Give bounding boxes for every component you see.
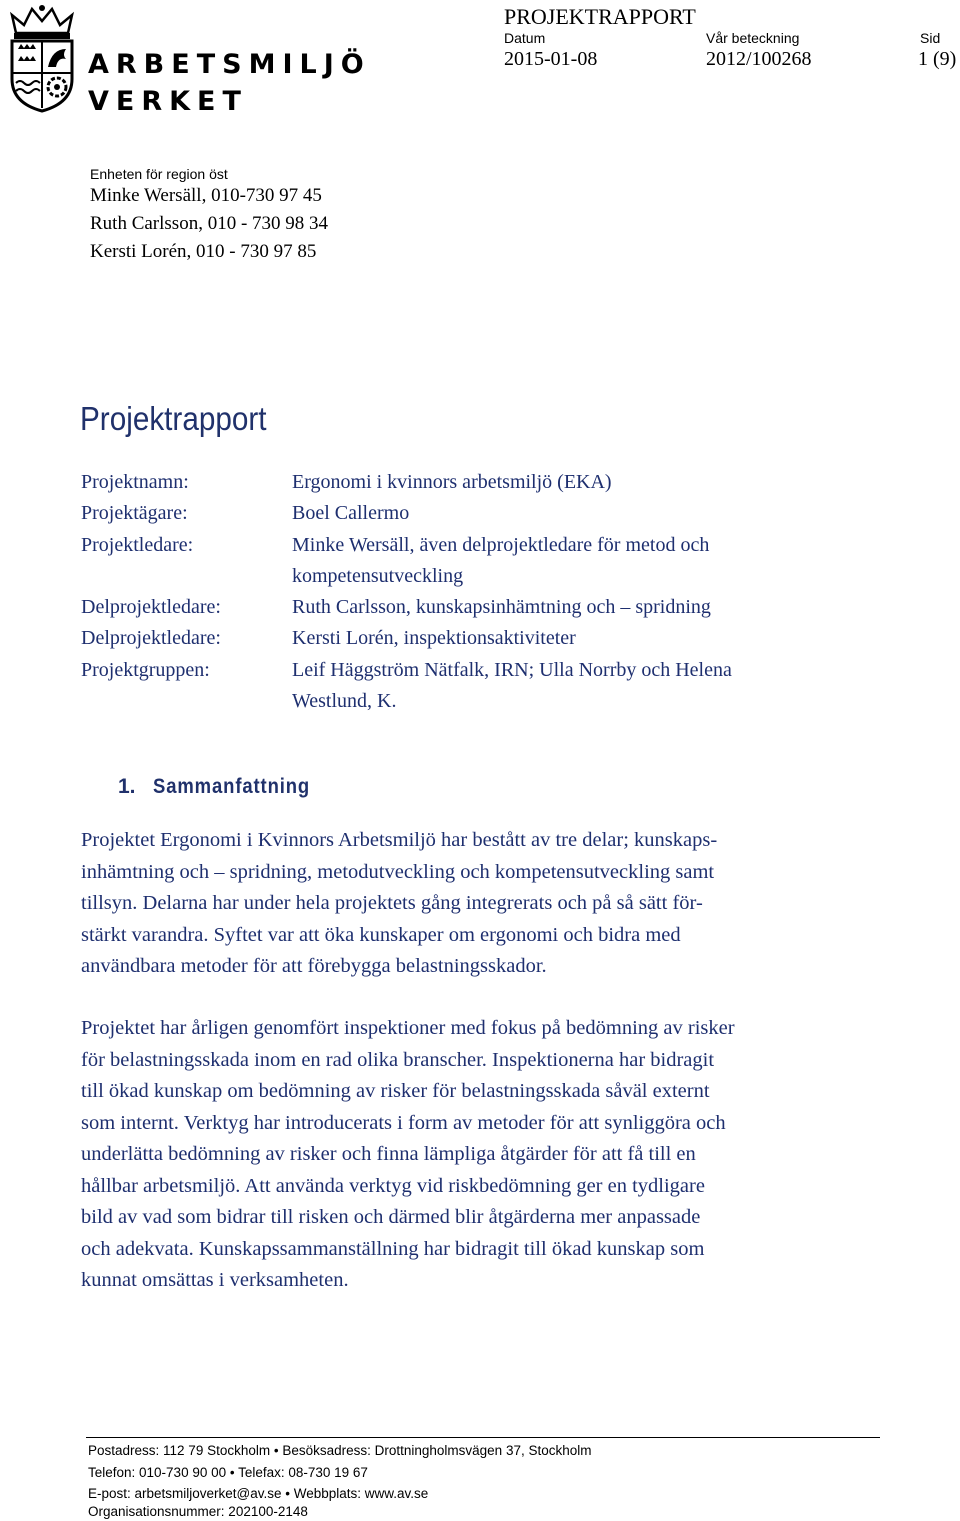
footer-org-number: Organisationsnummer: 202100-2148 — [88, 1504, 308, 1519]
info-value-project-group-cont: Westlund, K. — [292, 690, 397, 712]
paragraph-line: för belastningsskada inom en rad olika branscher. Inspektionerna har bidragit — [81, 1048, 715, 1071]
reference-value: 2012/100268 — [706, 48, 812, 70]
info-value-project-name: Ergonomi i kvinnors arbetsmiljö (EKA) — [292, 471, 612, 493]
summary-paragraph-2 — [81, 1013, 941, 1297]
paragraph-line: inhämtning och – spridning, metodutveckling och kompetensutveckling samt — [81, 860, 715, 883]
footer-phone: Telefon: 010-730 90 00 • Telefax: 08-730 19 67 — [88, 1465, 368, 1480]
paragraph-line: som internt. Verktyg har introducerats i form av metoder för att synliggöra och — [81, 1111, 726, 1134]
section-title: Sammanfattning — [153, 775, 311, 798]
paragraph-line: hållbar arbetsmiljö. Att använda verktyg vid riskbedömning ger en tydligare — [81, 1174, 705, 1197]
info-value-project-manager: Minke Wersäll, även delprojektledare för metod och — [292, 534, 710, 556]
info-label-subproject-manager: Delprojektledare: — [81, 627, 221, 649]
contact-line: Minke Wersäll, 010-730 97 45 — [90, 185, 322, 206]
info-label-subproject-manager: Delprojektledare: — [81, 596, 221, 618]
footer-address: Postadress: 112 79 Stockholm • Besöksadress: Drottningholmsvägen 37, Stockholm — [88, 1443, 592, 1458]
info-label-project-manager: Projektledare: — [81, 534, 194, 556]
coat-of-arms-icon — [2, 3, 82, 115]
footer-divider — [86, 1437, 880, 1438]
paragraph-line: kunnat omsättas i verksamheten. — [81, 1269, 349, 1291]
reference-label: Vår beteckning — [706, 30, 800, 46]
paragraph-line: bild av vad som bidrar till risken och därmed blir åtgärderna mer anpassade — [81, 1206, 701, 1228]
paragraph-line: underlätta bedömning av risker och finna lämpliga åtgärder för att få till en — [81, 1143, 696, 1165]
contact-line: Kersti Lorén, 010 - 730 97 85 — [90, 241, 317, 262]
paragraph-line: till ökad kunskap om bedömning av risker för belastningsskada såväl externt — [81, 1080, 710, 1102]
date-label: Datum — [504, 30, 546, 46]
info-value-subproject-manager: Kersti Lorén, inspektionsaktiviteter — [292, 627, 576, 649]
info-value-project-owner: Boel Callermo — [292, 502, 410, 524]
contact-line: Ruth Carlsson, 010 - 730 98 34 — [90, 213, 329, 234]
paragraph-line: stärkt varandra. Syftet var att öka kunskaper om ergonomi och bidra med — [81, 923, 681, 946]
info-label-project-group: Projektgruppen: — [81, 659, 210, 681]
info-label-project-name: Projektnamn: — [81, 471, 189, 493]
logo-text-line2: VERKET — [88, 86, 248, 117]
logo-text-line1: ARBETSMILJÖ — [88, 49, 371, 80]
section-number: 1. — [118, 775, 136, 798]
info-label-project-owner: Projektägare: — [81, 502, 188, 524]
paragraph-line: användbara metoder för att förebygga belastningsskador. — [81, 955, 547, 977]
paragraph-line: Projektet har årligen genomfört inspektioner med fokus på bedömning av risker — [81, 1017, 735, 1039]
footer-email: E-post: arbetsmiljoverket@av.se • Webbplats: www.av.se — [88, 1486, 429, 1501]
info-value-subproject-manager: Ruth Carlsson, kunskapsinhämtning och – spridning — [292, 596, 711, 618]
date-value: 2015-01-08 — [504, 48, 598, 70]
page-label: Sid — [920, 30, 941, 46]
paragraph-line: tillsyn. Delarna har under hela projektets gång integrerats och på så sätt för- — [81, 892, 703, 914]
agency-logo — [2, 3, 371, 117]
paragraph-line: Projektet Ergonomi i Kvinnors Arbetsmiljö har bestått av tre delar; kunskaps- — [81, 829, 718, 851]
summary-paragraph-1 — [81, 825, 941, 983]
document-type: PROJEKTRAPPORT — [504, 4, 696, 29]
info-value-project-group: Leif Häggström Nätfalk, IRN; Ulla Norrby och Helena — [292, 659, 732, 681]
paragraph-line: och adekvata. Kunskapssammanställning har bidragit till ökad kunskap som — [81, 1237, 705, 1260]
page-title: Projektrapport — [80, 400, 267, 437]
info-value-project-manager-cont: kompetensutveckling — [292, 565, 464, 587]
page-value: 1 (9) — [918, 48, 957, 70]
unit-name: Enheten för region öst — [90, 166, 228, 182]
